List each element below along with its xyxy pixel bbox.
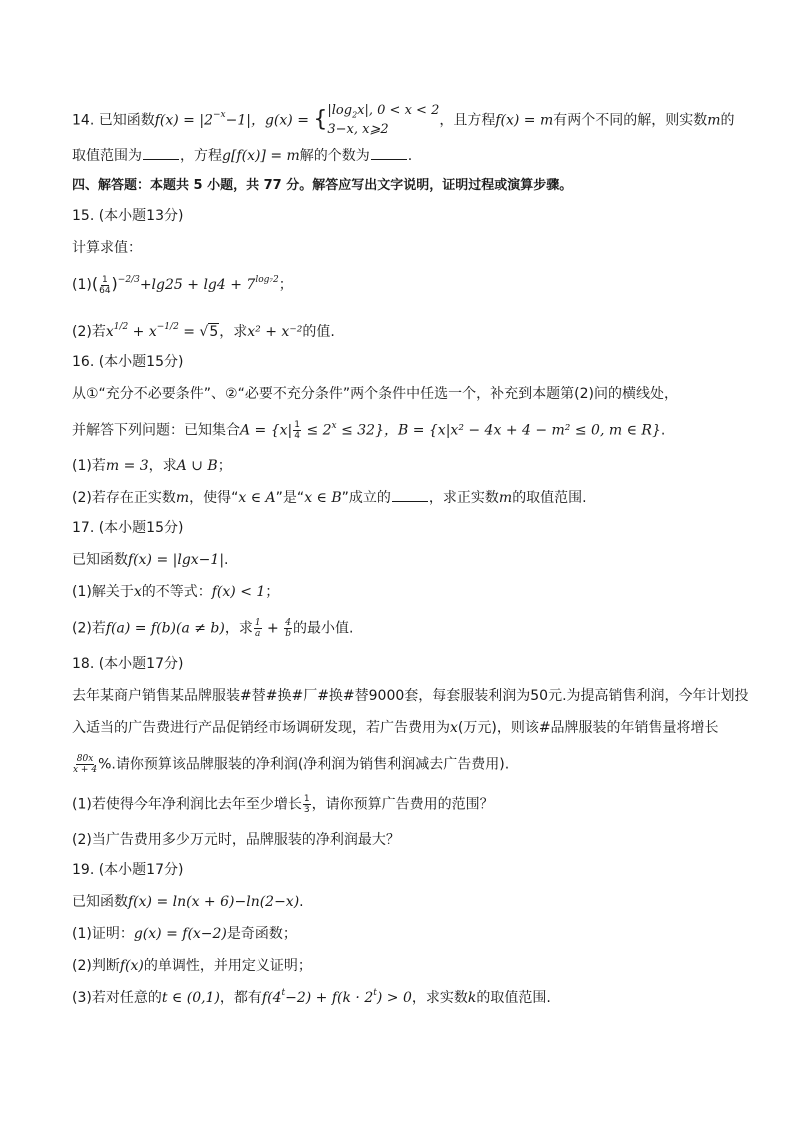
q14-blank-1[interactable] xyxy=(143,147,179,160)
q16-line2: 并解答下列问题：已知集合A = {x| $\frac{1}{4}$ ≤ $2^x \le 32$}，B = {x|x² − 4x + 4 − m² ≤ 0, m ∈ R}. xyxy=(72,420,666,441)
q18-line1: 去年某商户销售某品牌服装#替#换#厂#换#替9000套，每套服装利润为50元.为提高销售利润，今年计划投 xyxy=(72,688,749,704)
q19-title: 19. (本小题17分) xyxy=(72,862,184,878)
q14-text: 14. 已知函数 xyxy=(72,112,155,129)
q14-g-expr: −1|，g(x) = xyxy=(225,112,314,129)
q15-part2: (2)若$x^{1/2} + x^{-1/2} = √5$，求x² + x⁻²的值. xyxy=(72,322,335,340)
section-heading: 四、解答题：本题共 5 小题，共 77 分。解答应写出文字说明，证明过程或演算步骤。 xyxy=(72,178,573,193)
q17-title: 17. (本小题15分) xyxy=(72,520,184,536)
q16-blank[interactable] xyxy=(392,489,428,502)
q18-line2: 入适当的广告费进行产品促销经市场调研发现，若广告费用为x(万元)，则该#品牌服装的年销售量将增长 xyxy=(72,720,719,736)
q17-line1: 已知函数f(x) = |lgx−1|. xyxy=(72,552,229,568)
q14-text4: 的 xyxy=(720,112,735,129)
q14-piecewise: { xyxy=(313,107,328,133)
q14-eq: f(x) = m xyxy=(495,112,554,129)
q14-exponent: −x xyxy=(212,110,226,121)
q15-title: 15. (本小题13分) xyxy=(72,208,184,224)
q16-part1: (1)若m = 3，求A ∪ B； xyxy=(72,458,232,474)
q14-l2-text3: 解的个数为 xyxy=(299,148,370,164)
q17-part2: (2)若f(a) = f(b)(a ≠ b)，求 $\frac{1}{a}$ + $\frac{4}{b}$ 的最小值. xyxy=(72,618,354,639)
q14-text2: ，且方程 xyxy=(439,112,496,129)
q14-blank-2[interactable] xyxy=(371,147,407,160)
q14-l2-text2: ，方程 xyxy=(180,148,222,164)
q14-f-expr: f(x) = |2 xyxy=(154,112,213,129)
q18-part2: (2)当广告费用多少万元时，品牌服装的净利润最大？ xyxy=(72,832,400,848)
q15-intro: 计算求值： xyxy=(72,240,142,256)
q16-title: 16. (本小题15分) xyxy=(72,354,184,370)
q18-line3: $\frac{80x}{x + 4}$ %.请你预算该品牌服装的净利润(净利润为销售利润减去广告费用). xyxy=(73,754,510,775)
q15-part1: (1)( $\frac{1}{64}$ )$^{-2/3}+\lg 25 + \lg 4 + 7^{log_72}$； xyxy=(72,274,293,296)
q18-title: 18. (本小题17分) xyxy=(72,656,184,672)
q14-l2-expr: g[f(x)] = m xyxy=(222,148,300,164)
q19-part3: (3)若对任意的t ∈ (0,1)，都有$f(4^t-2) + f(k \cdot 2^t) > 0$，求实数k的取值范围. xyxy=(72,988,551,1006)
q17-part1: (1)解关于x的不等式：f(x) < 1； xyxy=(72,584,280,600)
q19-part2: (2)判断f(x)的单调性，并用定义证明； xyxy=(72,958,312,974)
q14-piecewise-cases: $|\log_2x|$, 0 < x < 2 3−x, x⩾2 xyxy=(327,103,440,137)
q14-m: m xyxy=(707,112,721,129)
q14-l2-text: 取值范围为 xyxy=(72,148,142,164)
q19-part1: (1)证明：g(x) = f(x−2)是奇函数； xyxy=(72,926,297,942)
q16-part2: (2)若存在正实数m，使得“x ∈ A”是“x ∈ B”成立的 ，求正实数m的取值范围. xyxy=(72,490,587,506)
q14-line1 xyxy=(72,104,735,137)
q16-line1: 从①“充分不必要条件”、②“必要不充分条件”两个条件中任选一个，补充到本题第(2)问的横线处， xyxy=(72,386,678,402)
q18-part1: (1)若使得今年净利润比去年至少增长 $\frac{1}{3}$ ，请你预算广告费用的范围？ xyxy=(72,794,494,815)
q19-line1: 已知函数f(x) = ln(x + 6)−ln(2−x). xyxy=(72,894,304,910)
q14-text3: 有两个不同的解，则实数 xyxy=(553,112,708,129)
q14-l2-end: . xyxy=(407,148,413,164)
q14-line2 xyxy=(72,146,412,166)
